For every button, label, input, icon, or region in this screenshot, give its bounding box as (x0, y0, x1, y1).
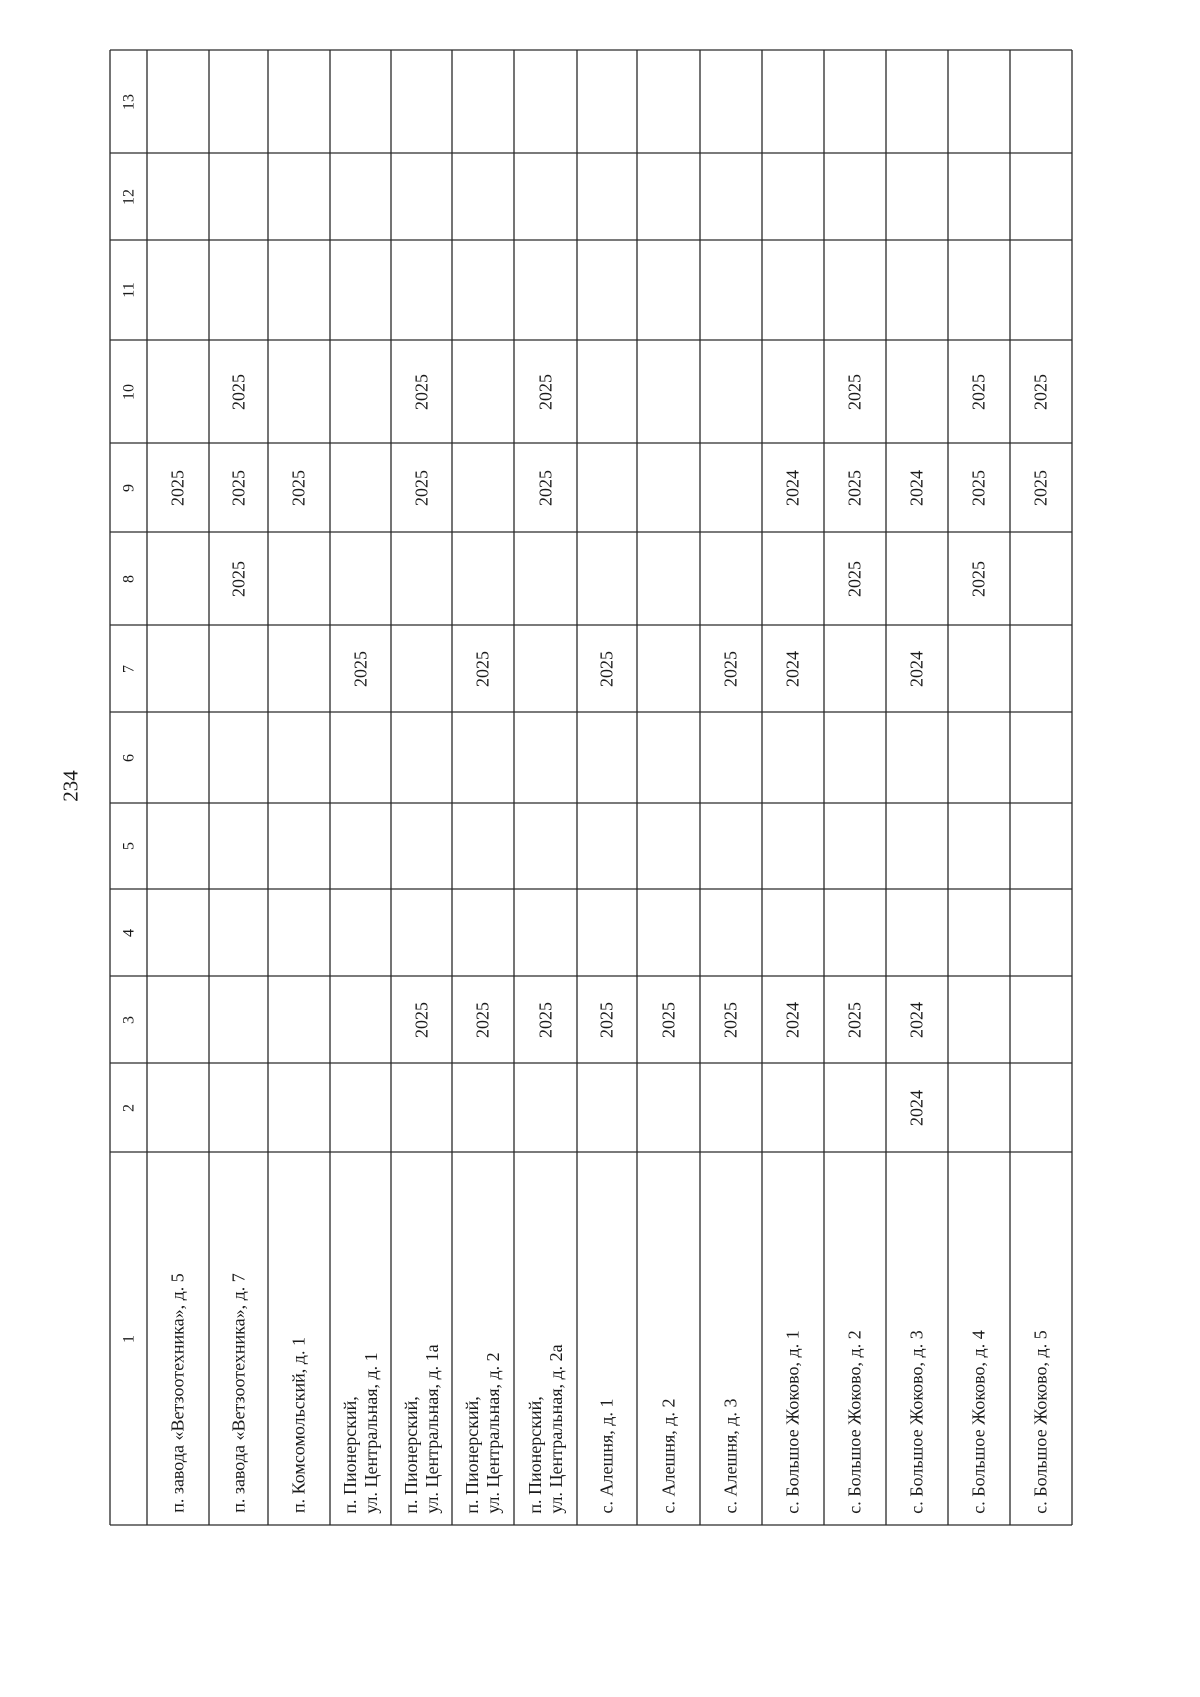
column-header: 7 (120, 664, 137, 673)
table-cell: 2025 (1030, 373, 1051, 410)
row-name (168, 1273, 189, 1513)
table-cell: 2025 (1030, 469, 1051, 506)
column-header: 10 (120, 383, 137, 400)
table-cell: 2025 (228, 469, 248, 506)
table-cell: 2025 (535, 373, 555, 410)
row-name (401, 1344, 443, 1513)
table-cell: 2025 (968, 469, 989, 506)
table-cell: 2025 (720, 1001, 741, 1038)
row-name (228, 1273, 249, 1513)
table-cell: 2025 (968, 373, 989, 410)
row-name-line: п. Пионерский, (400, 1395, 421, 1514)
column-header: 12 (120, 188, 137, 205)
table-cell: 2024 (906, 1089, 927, 1126)
row-name (1031, 1330, 1052, 1513)
table-cell: 2025 (350, 650, 370, 687)
table-cell: 2025 (535, 469, 555, 506)
row-name (658, 1398, 679, 1513)
table-cell: 2025 (472, 650, 493, 687)
row-name-line: с. Алешня, д. 1 (596, 1398, 617, 1513)
row-name (462, 1352, 504, 1513)
row-name-line: п. завода «Ветзоотехника», д. 7 (228, 1273, 248, 1513)
row-name-line: с. Большое Жоково, д. 1 (782, 1329, 803, 1514)
table-cell: 2025 (596, 650, 617, 687)
row-name-line: п. завода «Ветзоотехника», д. 5 (167, 1273, 188, 1513)
row-name-line: ул. Центральная, д. 1 (360, 1351, 381, 1514)
page-number: 234 (58, 770, 83, 802)
table-cell: 2025 (658, 1001, 678, 1038)
column-header: 11 (120, 282, 137, 298)
table-cell: 2025 (844, 560, 865, 597)
table-cell: 2025 (472, 1001, 493, 1038)
table-cell: 2024 (782, 469, 803, 506)
table-cell: 2024 (782, 1001, 803, 1038)
table-cell: 2025 (228, 560, 248, 597)
column-header: 4 (120, 928, 137, 937)
table-cell: 2025 (844, 373, 865, 410)
row-name-line: п. Пионерский, (339, 1395, 360, 1514)
column-header: 1 (120, 1334, 137, 1343)
row-name-line: с. Алешня, д. 3 (720, 1398, 741, 1513)
table-cell: 2025 (167, 469, 188, 506)
row-name (525, 1344, 567, 1513)
row-name-line: п. Комсомольский, д. 1 (288, 1337, 309, 1513)
table-cell: 2025 (720, 650, 741, 687)
column-header: 2 (120, 1103, 137, 1112)
column-header: 9 (120, 483, 137, 492)
row-name (340, 1352, 382, 1513)
table-cell: 2025 (968, 560, 989, 597)
table-cell: 2024 (906, 650, 927, 687)
row-name (597, 1398, 618, 1513)
table-cell: 2025 (228, 373, 248, 410)
row-name (289, 1337, 310, 1513)
row-name (845, 1330, 866, 1513)
table-cell: 2025 (844, 469, 865, 506)
row-name-line: ул. Центральная, д. 2 (483, 1351, 503, 1514)
column-header: 6 (120, 753, 137, 762)
row-name-line: с. Алешня, д. 2 (658, 1398, 678, 1513)
table-cell: 2025 (411, 1001, 431, 1038)
table-cell: 2025 (288, 469, 309, 506)
row-name-line: ул. Центральная, д. 2а (545, 1343, 566, 1514)
table-cell: 2025 (844, 1001, 865, 1038)
row-name (969, 1330, 990, 1513)
table-cell: 2025 (411, 373, 431, 410)
column-header: 8 (120, 574, 137, 583)
table-cell: 2024 (906, 469, 927, 506)
row-name-line: с. Большое Жоково, д. 3 (906, 1329, 927, 1514)
row-name-line: с. Большое Жоково, д. 5 (1030, 1329, 1051, 1514)
row-name (907, 1330, 928, 1513)
table-cell: 2024 (906, 1001, 927, 1038)
row-name-line: п. Пионерский, (462, 1395, 482, 1514)
row-name (721, 1398, 742, 1513)
column-header: 13 (120, 93, 137, 110)
column-header: 3 (120, 1015, 137, 1024)
table-cell: 2025 (596, 1001, 617, 1038)
table-cell: 2025 (535, 1001, 555, 1038)
table-cell: 2025 (411, 469, 431, 506)
row-name-line: ул. Центральная, д. 1а (421, 1343, 442, 1514)
row-name (783, 1330, 804, 1513)
row-name-line: п. Пионерский, (524, 1395, 545, 1514)
row-name-line: с. Большое Жоково, д. 2 (844, 1329, 865, 1514)
table-cell: 2024 (782, 650, 803, 687)
row-name-line: с. Большое Жоково, д. 4 (968, 1329, 989, 1514)
column-header: 5 (120, 842, 137, 850)
